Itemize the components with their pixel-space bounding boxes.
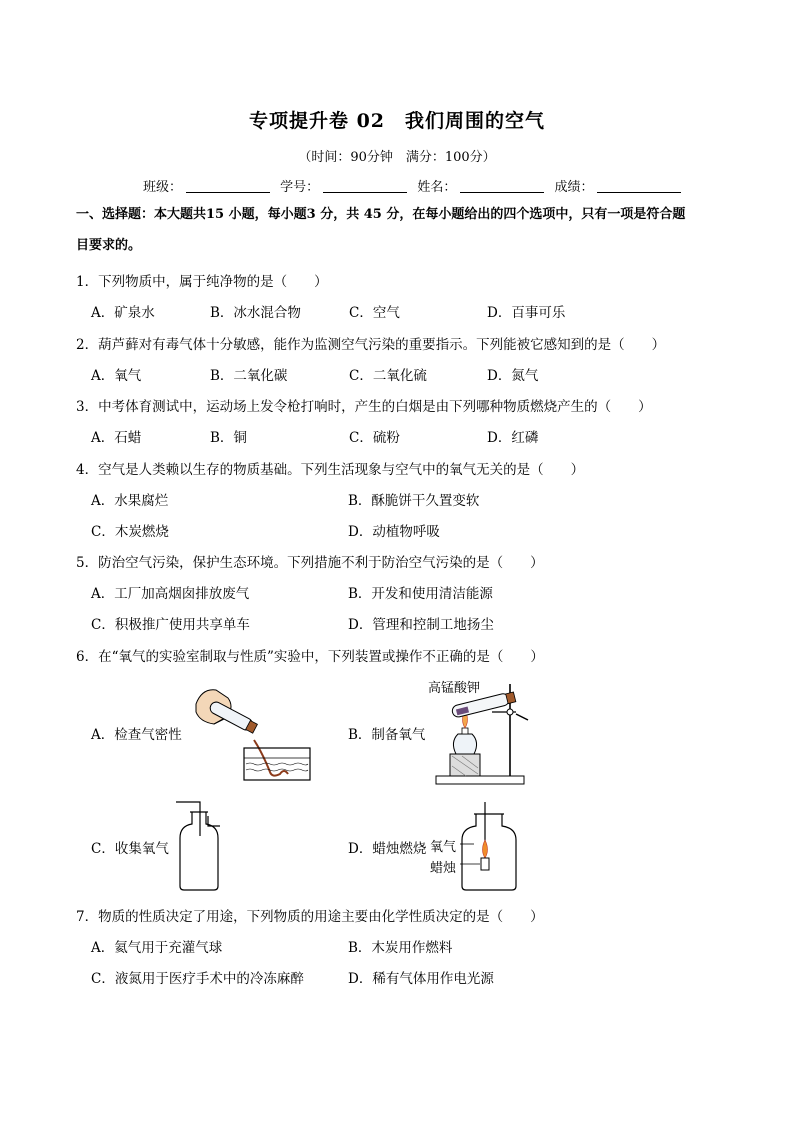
q5-option-c[interactable]: C．积极推广使用共享单车 — [91, 617, 250, 633]
q4-option-b[interactable]: B．酥脆饼干久置变软 — [348, 493, 480, 509]
score-blank[interactable] — [597, 180, 681, 193]
class-label: 班级： — [143, 180, 183, 195]
q5-option-d[interactable]: D．管理和控制工地扬尘 — [348, 617, 494, 633]
id-label: 学号： — [280, 180, 320, 195]
class-blank[interactable] — [186, 180, 270, 193]
q6-option-d[interactable]: D．蜡烛燃烧 — [348, 841, 427, 857]
airtight-check-figure — [188, 682, 318, 782]
name-label: 姓名： — [417, 180, 457, 195]
q4-option-c[interactable]: C．木炭燃烧 — [91, 524, 169, 540]
q1-option-b[interactable]: B．冰水混合物 — [210, 305, 301, 321]
exam-time-score: （时间：90分钟 满分：100分） — [298, 150, 496, 165]
q2-option-c[interactable]: C．二氧化硫 — [349, 368, 427, 384]
q7-option-a[interactable]: A．氦气用于充灌气球 — [91, 940, 223, 956]
candle-burning-figure — [456, 800, 522, 892]
question-5-stem: 5．防治空气污染，保护生态环境。下列措施不利于防治空气污染的是（ ） — [76, 555, 544, 571]
score-label: 成绩： — [554, 180, 594, 195]
q7-option-b[interactable]: B．木炭用作燃料 — [348, 940, 453, 956]
q3-option-c[interactable]: C．硫粉 — [349, 430, 400, 446]
q7-option-d[interactable]: D．稀有气体用作电光源 — [348, 971, 494, 987]
question-2-stem: 2．葫芦藓对有毒气体十分敏感，能作为监测空气污染的重要指示。下列能被它感知到的是（ ） — [76, 337, 666, 353]
q5-option-a[interactable]: A．工厂加高烟囱排放废气 — [91, 586, 250, 602]
q3-option-d[interactable]: D．红磷 — [487, 430, 539, 446]
q4-option-a[interactable]: A．水果腐烂 — [91, 493, 169, 509]
question-4-stem: 4．空气是人类赖以生存的物质基础。下列生活现象与空气中的氧气无关的是（ ） — [76, 462, 585, 478]
section-heading-line2: 目要求的。 — [76, 238, 142, 253]
oxygen-label: 氧气 — [430, 840, 457, 855]
candle-label: 蜡烛 — [430, 861, 457, 876]
kmno4-label: 高锰酸钾 — [428, 681, 481, 696]
q6-option-b[interactable]: B．制备氧气 — [348, 727, 426, 743]
name-blank[interactable] — [460, 180, 544, 193]
page-title: 专项提升卷 02 我们周围的空气 — [248, 110, 546, 132]
q4-option-d[interactable]: D．动植物呼吸 — [348, 524, 440, 540]
question-1-stem: 1．下列物质中，属于纯净物的是（ ） — [76, 274, 328, 290]
student-info-line — [143, 176, 687, 195]
q2-option-d[interactable]: D．氮气 — [487, 368, 539, 384]
question-3-stem: 3．中考体育测试中，运动场上发令枪打响时，产生的白烟是由下列哪种物质燃烧产生的（ ） — [76, 399, 652, 415]
q1-option-a[interactable]: A．矿泉水 — [91, 305, 155, 321]
id-blank[interactable] — [323, 180, 407, 193]
q1-option-c[interactable]: C．空气 — [349, 305, 400, 321]
q3-option-b[interactable]: B．铜 — [210, 430, 247, 446]
section-heading-line1: 一、选择题：本大题共15 小题，每小题3 分，共 45 分，在每小题给出的四个选项中，只有一项是符合题 — [76, 207, 686, 222]
oxygen-collection-bottle-figure — [172, 800, 224, 892]
q7-option-c[interactable]: C．液氮用于医疗手术中的冷冻麻醉 — [91, 971, 304, 987]
q2-option-b[interactable]: B．二氧化碳 — [210, 368, 288, 384]
oxygen-preparation-figure — [430, 682, 532, 786]
q6-option-a[interactable]: A．检查气密性 — [91, 727, 182, 743]
q5-option-b[interactable]: B．开发和使用清洁能源 — [348, 586, 493, 602]
q3-option-a[interactable]: A．石蜡 — [91, 430, 142, 446]
q6-option-c[interactable]: C．收集氧气 — [91, 841, 169, 857]
q2-option-a[interactable]: A．氧气 — [91, 368, 142, 384]
section-heading — [76, 199, 726, 261]
q1-option-d[interactable]: D．百事可乐 — [487, 305, 566, 321]
question-6-stem: 6．在“氧气的实验室制取与性质”实验中，下列装置或操作不正确的是（ ） — [76, 649, 544, 665]
question-7-stem: 7．物质的性质决定了用途，下列物质的用途主要由化学性质决定的是（ ） — [76, 909, 544, 925]
